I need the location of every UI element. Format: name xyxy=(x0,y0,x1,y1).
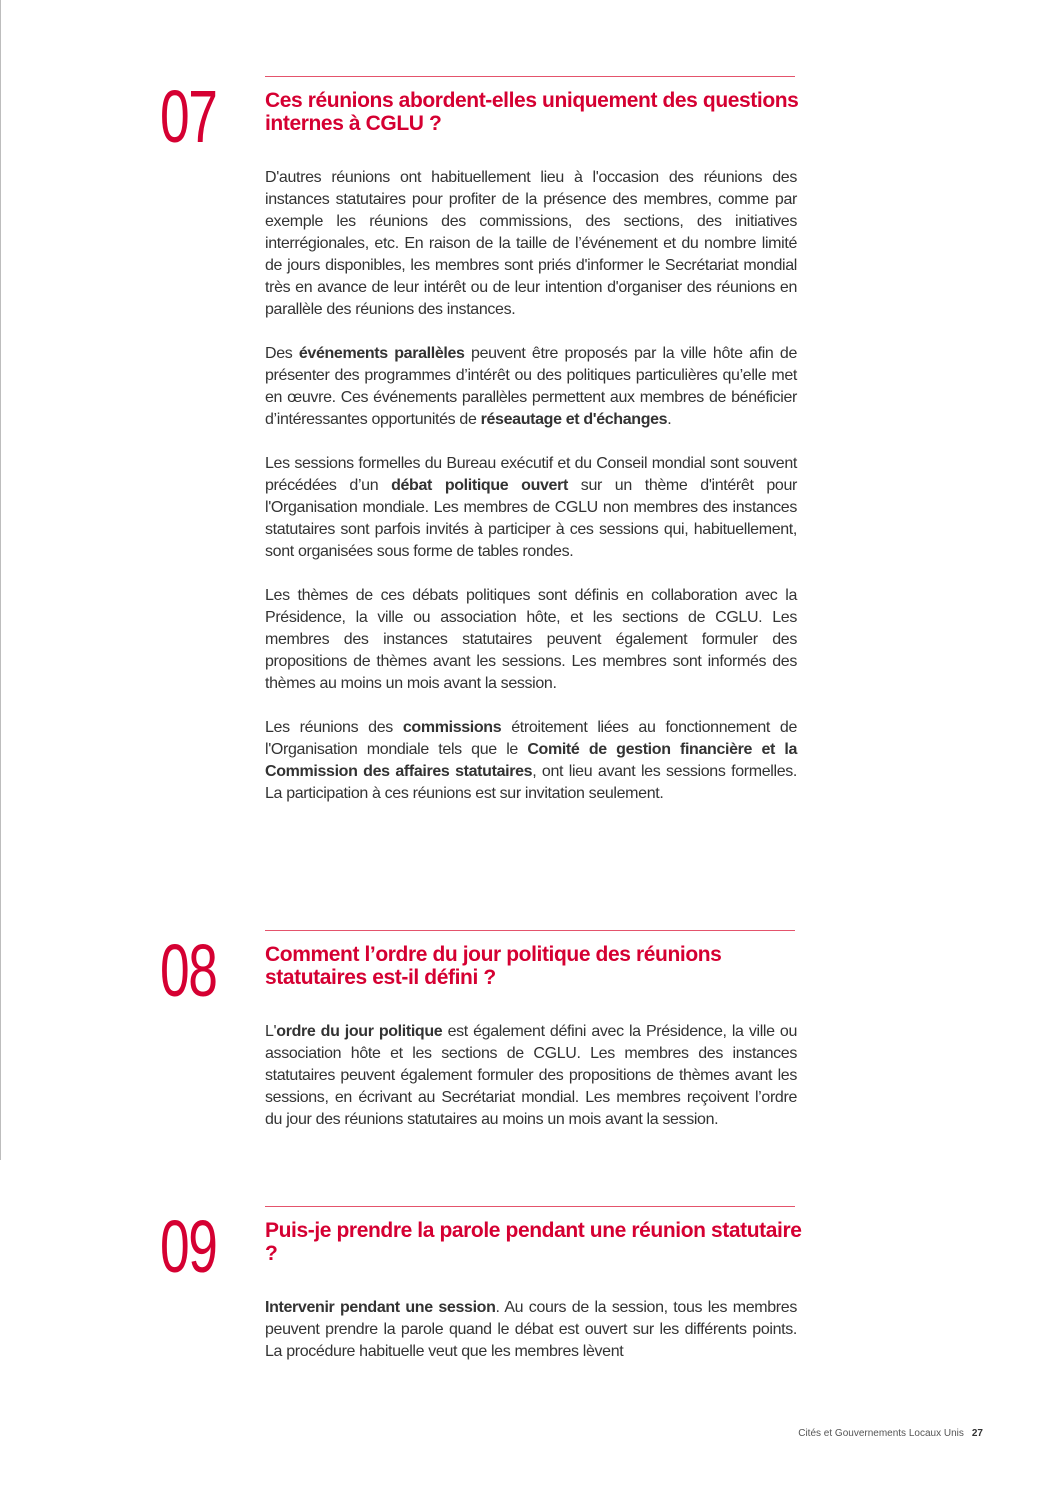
section-title: Comment l’ordre du jour politique des réunions statutaires est-il défini ? xyxy=(265,943,722,989)
section-divider xyxy=(265,930,795,931)
section-number: 08 xyxy=(160,929,217,1012)
bold-text: ordre du jour politique xyxy=(276,1023,443,1040)
text: . xyxy=(667,411,672,428)
bold-text: commissions xyxy=(402,719,502,736)
section-divider xyxy=(265,76,795,77)
footer-publisher: Cités et Gouvernements Locaux Unis xyxy=(798,1428,964,1439)
section-body xyxy=(265,1297,797,1385)
paragraph xyxy=(265,167,797,321)
text: . Au cours de la session, tous les membres peuvent prendre la parole quand le débat est ouvert sur les différents points. La procédure habituelle veut que les membres lèvent xyxy=(265,1299,797,1360)
text: D'autres réunions ont habituellement lieu à l'occasion des réunions des instances statutaires pour profiter de la présence des membres, comme par exemple les réunions des commissions, des sections, des initiatives interrégionales, etc. En raison de la taille de l’événement et du nombre limité de jours disponibles, les membres sont priés d'informer le Secrétariat mondial très en avance de leur intérêt ou de leur intention d'organiser des réunions en parallèle des réunions des instances. xyxy=(265,169,797,318)
bold-text: débat politique ouvert xyxy=(391,477,568,494)
paragraph xyxy=(265,717,797,805)
section-title: Puis-je prendre la parole pendant une réunion statutaire ? xyxy=(265,1219,802,1265)
paragraph xyxy=(265,453,797,563)
text: , ont lieu avant les sessions formelles. La participation à ces réunions est sur invitation seulement. xyxy=(265,763,797,802)
bold-text: réseautage et d'échanges xyxy=(480,411,668,428)
section-divider xyxy=(265,1206,795,1207)
text: Les réunions des xyxy=(265,719,403,736)
text: sur un thème d'intérêt pour l'Organisation mondiale. Les membres de CGLU non membres des instances statutaires sont parfois invités à participer à ces sessions qui, habituellement, sont organisées sous forme de tables rondes. xyxy=(265,477,797,560)
paragraph xyxy=(265,585,797,695)
section-number: 07 xyxy=(160,75,217,158)
text: peuvent être proposés par la ville hôte afin de présenter des programmes d’intérêt ou des politiques particulières qu’elle met en œuvre. Ces événements parallèles permettent aux membres de bénéficier d’intéressantes opportunités de xyxy=(265,345,797,428)
section-title: Ces réunions abordent-elles uniquement des questions internes à CGLU ? xyxy=(265,89,799,135)
page-footer xyxy=(798,1428,983,1439)
paragraph xyxy=(265,1021,797,1131)
page-number: 27 xyxy=(971,1428,983,1439)
bold-text: événements parallèles xyxy=(298,345,465,362)
paragraph xyxy=(265,1297,797,1363)
text: Des xyxy=(265,345,299,362)
bold-text: Intervenir pendant une session xyxy=(265,1299,496,1316)
text: L' xyxy=(265,1023,277,1040)
paragraph xyxy=(265,343,797,431)
bold-text: Comité de gestion financière et la Commission des affaires statutaires xyxy=(265,741,797,780)
text: est également défini avec la Présidence, la ville ou association hôte et les sections de CGLU. Les membres des instances statutaires peuvent également formuler des propositions de thèmes avant les sessions, en écrivant au Secrétariat mondial. Les membres reçoivent l’ordre du jour des réunions statutaires au moins un mois avant la session. xyxy=(265,1023,798,1128)
section-body xyxy=(265,167,797,827)
page-edge-line xyxy=(0,0,1,1160)
text: Les sessions formelles du Bureau exécutif et du Conseil mondial sont souvent précédées d’un xyxy=(265,455,797,494)
section-body xyxy=(265,1021,797,1153)
text: étroitement liées au fonctionnement de l'Organisation mondiale tels que le xyxy=(265,719,797,758)
text: Les thèmes de ces débats politiques sont définis en collaboration avec la Présidence, la ville ou association hôte, et les sections de CGLU. Les membres des instances statutaires peuvent également formuler des propositions de thèmes avant les sessions. Les membres sont informés des thèmes au moins un mois avant la session. xyxy=(265,587,797,692)
section-number: 09 xyxy=(160,1205,217,1288)
